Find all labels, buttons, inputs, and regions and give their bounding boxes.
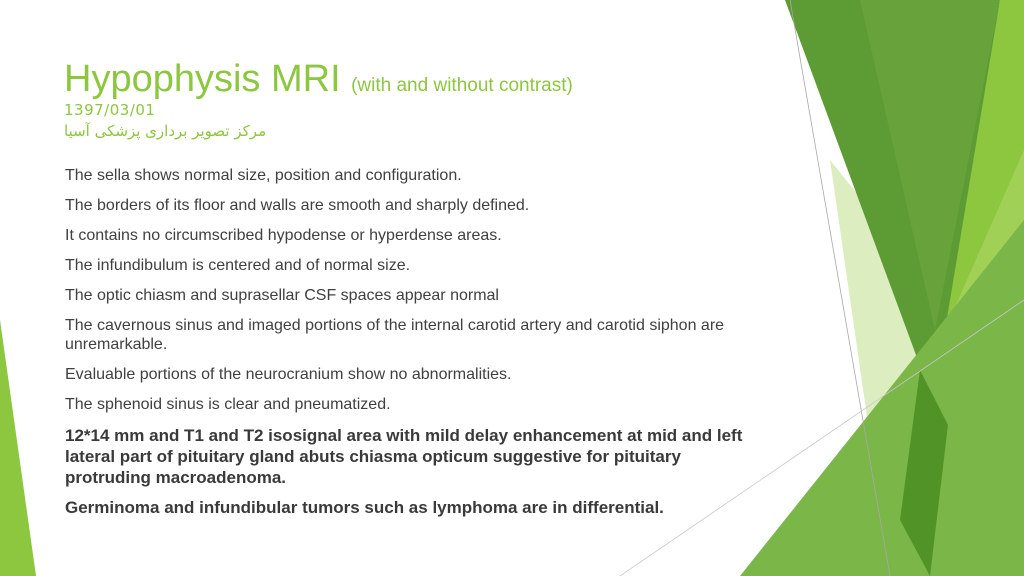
finding-item: The optic chiasm and suprasellar CSF spaces appear normal: [65, 287, 499, 304]
slide-subtitle: (with and without contrast): [351, 75, 573, 96]
imaging-center-name: مرکز تصویر برداری پزشکی آسیا: [64, 122, 267, 140]
finding-item-differential: Germinoma and infundibular tumors such as lymphoma are in differential.: [65, 498, 664, 517]
title-line: [64, 58, 764, 101]
findings-list: [65, 166, 765, 527]
finding-item: The cavernous sinus and imaged portions of the internal carotid artery and carotid siphon are unremarkable.: [65, 317, 725, 353]
left-edge-shape: [0, 320, 36, 576]
finding-item: The sella shows normal size, position and configuration.: [65, 167, 462, 184]
title-block: [64, 58, 764, 140]
finding-item: It contains no circumscribed hypodense or hyperdense areas.: [65, 227, 502, 244]
finding-item: Evaluable portions of the neurocranium show no abnormalities.: [65, 366, 512, 383]
finding-item: The sphenoid sinus is clear and pneumatized.: [65, 396, 391, 413]
slide-title: Hypophysis MRI: [64, 58, 341, 100]
report-date: 1397/03/01: [64, 101, 156, 119]
finding-item: The borders of its floor and walls are smooth and sharply defined.: [65, 197, 530, 214]
finding-item: The infundibulum is centered and of normal size.: [65, 257, 411, 274]
finding-item-impression: 12*14 mm and T1 and T2 isosignal area with mild delay enhancement at mid and left lateral part of pituitary gland abuts chiasma opticum suggestive for pituitary protruding macroadenoma.: [65, 426, 743, 487]
